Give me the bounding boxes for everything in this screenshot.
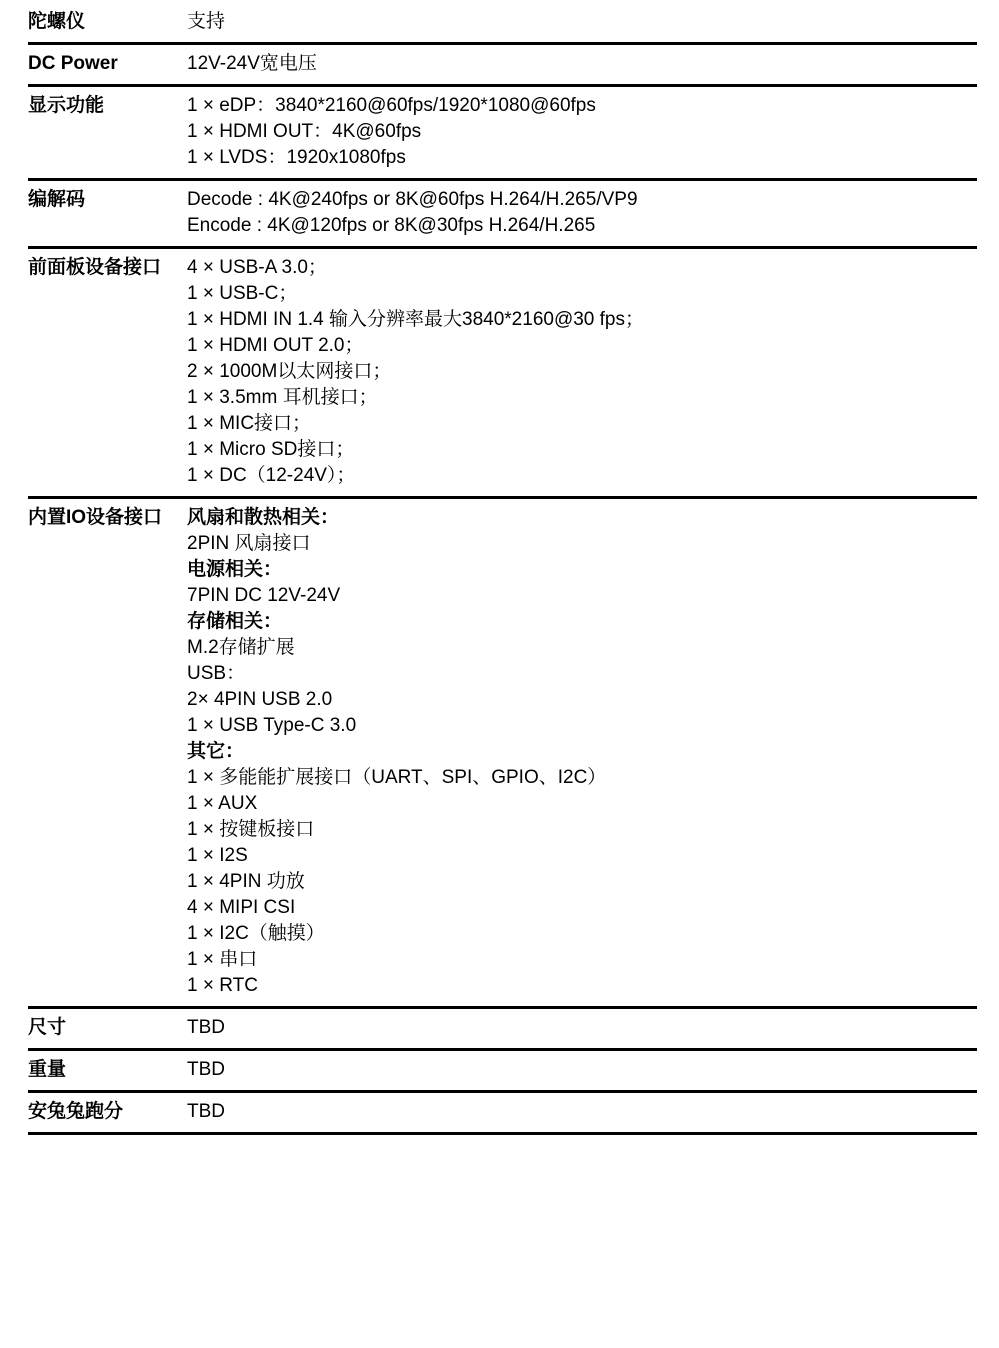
spec-value-line: 1 × RTC (187, 975, 258, 996)
spec-value-line: 1 × USB Type-C 3.0 (187, 715, 357, 736)
spec-label: 重量 (28, 1059, 67, 1080)
spec-value-line: 1 × AUX (187, 793, 258, 814)
spec-value-line: 存储相关： (187, 611, 283, 632)
spec-value-line: 2× 4PIN USB 2.0 (187, 689, 333, 710)
spec-value-line: TBD (187, 1017, 225, 1038)
spec-row-gyroscope (28, 2, 977, 45)
spec-label: 安兔兔跑分 (28, 1101, 124, 1122)
spec-row-weight (28, 1051, 977, 1093)
spec-value-line: 1 × I2C（触摸） (187, 923, 325, 944)
spec-value (187, 1099, 977, 1125)
spec-value-line: 1 × 按键板接口 (187, 819, 315, 840)
spec-value (187, 9, 977, 35)
spec-value-line: 风扇和散热相关： (187, 507, 340, 528)
spec-value-line: M.2存储扩展 (187, 637, 295, 658)
spec-value (187, 187, 977, 239)
spec-value-line: Encode : 4K@120fps or 8K@30fps H.264/H.265 (187, 215, 596, 236)
spec-value-line: 1 × Micro SD接口； (187, 439, 355, 460)
spec-value-line: Decode : 4K@240fps or 8K@60fps H.264/H.265/VP9 (187, 189, 638, 210)
spec-value-line: 1 × MIC接口； (187, 413, 312, 434)
spec-value-line: 4 × MIPI CSI (187, 897, 296, 918)
spec-table (28, 0, 977, 1135)
spec-row-codec (28, 181, 977, 249)
spec-value (187, 51, 977, 77)
spec-value-line: 1 × HDMI OUT：4K@60fps (187, 121, 422, 142)
spec-value-line: TBD (187, 1101, 225, 1122)
spec-value-line: 4 × USB-A 3.0； (187, 257, 327, 278)
spec-value (187, 93, 977, 171)
spec-value-line: 1 × DC（12-24V）； (187, 465, 356, 486)
spec-value-line: 电源相关： (187, 559, 283, 580)
spec-value-line: 1 × 3.5mm 耳机接口； (187, 387, 378, 408)
spec-value-line: 1 × eDP：3840*2160@60fps/1920*1080@60fps (187, 95, 596, 116)
spec-label: 显示功能 (28, 95, 105, 116)
spec-value-line: 1 × 串口 (187, 949, 258, 970)
spec-row-front-panel-io (28, 249, 977, 499)
spec-value-line: 1 × 多能能扩展接口（UART、SPI、GPIO、I2C） (187, 767, 607, 788)
spec-row-dc-power (28, 45, 977, 87)
spec-label: DC Power (28, 53, 118, 74)
spec-value-line: 2 × 1000M以太网接口； (187, 361, 392, 382)
spec-value-line: 支持 (187, 11, 226, 32)
spec-row-internal-io (28, 499, 977, 1009)
spec-value-line: 7PIN DC 12V-24V (187, 585, 341, 606)
spec-label: 尺寸 (28, 1017, 67, 1038)
spec-value-line: 1 × I2S (187, 845, 248, 866)
spec-value-line: 12V-24V宽电压 (187, 53, 317, 74)
spec-value-line: 2PIN 风扇接口 (187, 533, 311, 554)
spec-value-line: USB： (187, 663, 246, 684)
spec-value (187, 1057, 977, 1083)
spec-value-line: 1 × USB-C； (187, 283, 298, 304)
spec-row-dimensions (28, 1009, 977, 1051)
spec-value-line: TBD (187, 1059, 225, 1080)
spec-label: 内置IO设备接口 (28, 507, 163, 528)
spec-value-line: 其它： (187, 741, 245, 762)
spec-value-line: 1 × HDMI OUT 2.0； (187, 335, 364, 356)
spec-label: 前面板设备接口 (28, 257, 162, 278)
spec-row-antutu (28, 1093, 977, 1135)
spec-value-line: 1 × LVDS：1920x1080fps (187, 147, 406, 168)
spec-value (187, 1015, 977, 1041)
spec-value (187, 255, 977, 489)
spec-value (187, 505, 977, 999)
spec-row-display (28, 87, 977, 181)
spec-value-line: 1 × 4PIN 功放 (187, 871, 305, 892)
spec-label: 陀螺仪 (28, 11, 86, 32)
spec-label: 编解码 (28, 189, 86, 210)
spec-value-line: 1 × HDMI IN 1.4 输入分辨率最大3840*2160@30 fps； (187, 309, 644, 330)
